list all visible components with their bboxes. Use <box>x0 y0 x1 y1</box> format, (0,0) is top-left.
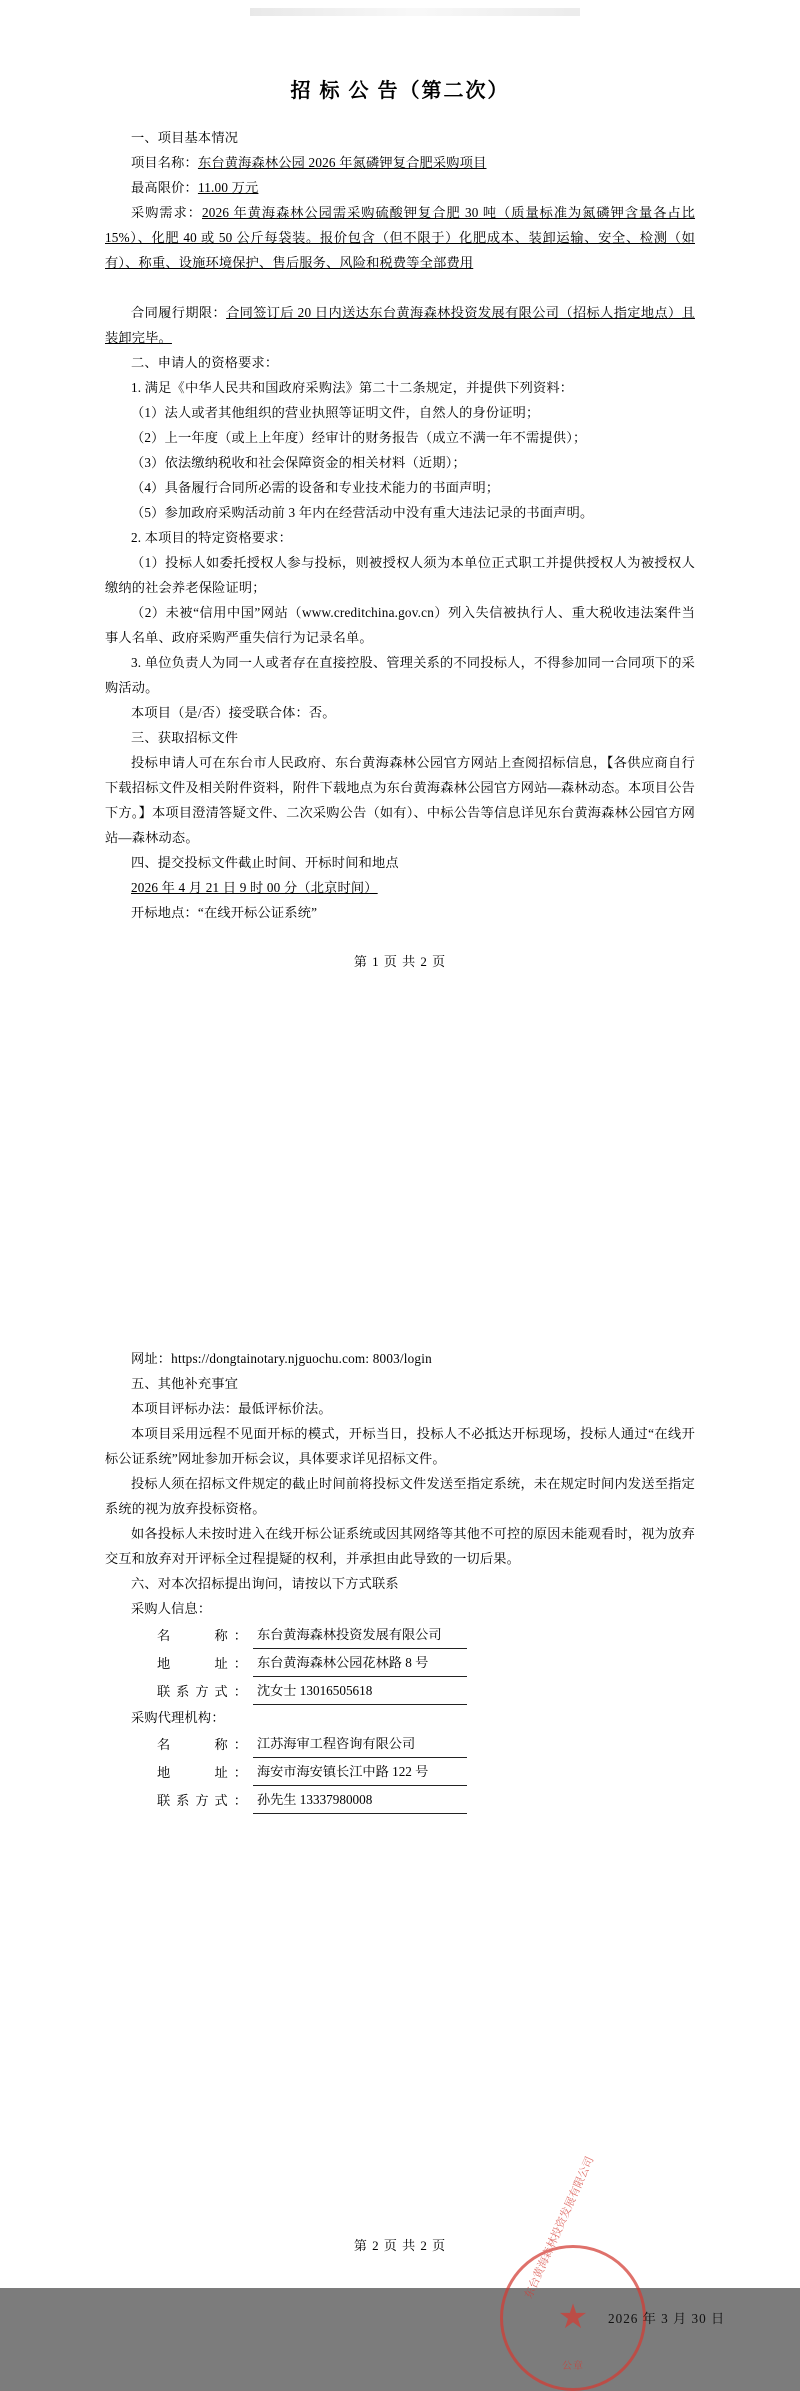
section-heading-2: 二、申请人的资格要求： <box>131 355 279 370</box>
star-icon: ★ <box>557 2299 589 2336</box>
purchaser-name-value: 东台黄海森林投资发展有限公司 <box>253 1621 467 1649</box>
qualification-3: 3. 单位负责人为同一人或者存在直接控股、管理关系的不同投标人，不得参加同一合同项下的采购活动。 <box>105 655 695 695</box>
section-heading-3: 三、获取招标文件 <box>131 730 239 745</box>
agency-heading: 采购代理机构： <box>131 1710 225 1725</box>
qualification-1-1: （1）法人或者其他组织的营业执照等证明文件，自然人的身份证明； <box>131 405 540 420</box>
consortium-note: 本项目（是/否）接受联合体：否。 <box>131 705 336 720</box>
seal-ring-text: 东台黄海森林投资发展有限公司 <box>522 2154 597 2301</box>
remote-opening-note: 本项目采用远程不见面开标的模式，开标当日，投标人不必抵达开标现场，投标人通过“在线开标公证系统”网址参加开标会议，具体要求详见招标文件。 <box>105 1426 695 1466</box>
contract-period-value: 合同签订后 20 日内送达东台黄海森林投资发展有限公司（招标人指定地点）且装卸完毕。 <box>105 305 695 345</box>
table-row <box>157 1786 467 1814</box>
qualification-1: 1. 满足《中华人民共和国政府采购法》第二十二条规定，并提供下列资料： <box>131 380 574 395</box>
table-row <box>157 1621 467 1649</box>
qualification-1-2: （2）上一年度（或上上年度）经审计的财务报告（成立不满一年不需提供）； <box>131 430 587 445</box>
project-name: 项目名称：东台黄海森林公园 2026 年氮磷钾复合肥采购项目 <box>131 155 487 170</box>
scan-artifact <box>250 8 580 16</box>
qualification-1-3: （3）依法缴纳税收和社会保障资金的相关材料（近期）； <box>131 455 466 470</box>
purchaser-heading: 采购人信息： <box>131 1601 212 1616</box>
table-row <box>157 1649 467 1677</box>
bid-opening-place: 开标地点：“在线开标公证系统” <box>131 905 318 920</box>
deadline-time <box>105 875 695 900</box>
waiver-note: 如各投标人未按时进入在线开标公证系统或因其网络等其他不可控的原因未能观看时，视为放弃交互和放弃对开评标全过程提疑的权利，并承担由此导致的一切后果。 <box>105 1526 695 1566</box>
get-documents-text: 投标申请人可在东台市人民政府、东台黄海森林公园官方网站上查阅招标信息，【各供应商自行下载招标文件及相关附件资料，附件下载地点为东台黄海森林公园官方网站—森林动态。本项目公告下方。】本项目澄清答疑文件、二次采购公告（如有）、中标公告等信息详见东台黄海森林公园官方网站—森林动态。 <box>105 755 695 845</box>
page-title: 招 标 公 告（第二次） <box>290 80 510 102</box>
deadline-time-value: 2026 年 4 月 21 日 9 时 00 分（北京时间） <box>131 880 378 895</box>
purchase-demand-value: 2026 年黄海森林公园需采购硫酸钾复合肥 30 吨（质量标准为氮磷钾含量各占比 15%）、化肥 40 或 50 公斤每袋装。报价包含（但不限于）化肥成本、装卸运输、安全、检测（如有）、称重、设施环境保护、售后服务、风险和税费等全部费用 <box>105 205 696 270</box>
purchaser-phone-label: 联系方式： <box>157 1683 253 1699</box>
purchaser-name-label: 名 称： <box>157 1627 253 1643</box>
section-heading-5: 五、其他补充事宜 <box>131 1376 239 1391</box>
section-heading-1: 一、项目基本情况 <box>131 130 239 145</box>
purchaser-address-label: 地 址： <box>157 1655 253 1671</box>
qualification-2-2: （2）未被“信用中国”网站（www.creditchina.gov.cn）列入失信被执行人、重大税收违法案件当事人名单、政府采购严重失信行为记录名单。 <box>105 605 695 645</box>
qualification-1-4: （4）具备履行合同所必需的设备和专业技术能力的书面声明； <box>131 480 500 495</box>
max-price: 最高限价：11.00 万元 <box>131 180 259 195</box>
agency-name-value: 江苏海审工程咨询有限公司 <box>253 1730 467 1758</box>
qualification-1-5: （5）参加政府采购活动前 3 年内在经营活动中没有重大违法记录的书面声明。 <box>131 505 594 520</box>
submission-note: 投标人须在招标文件规定的截止时间前将投标文件发送至指定系统，未在规定时间内发送至指定系统的视为放弃投标资格。 <box>105 1476 695 1516</box>
page-1-footer: 第 1 页 共 2 页 <box>353 954 447 969</box>
section-heading-6: 六、对本次招标提出询问，请按以下方式联系 <box>131 1576 399 1591</box>
agency-phone-label: 联系方式： <box>157 1792 253 1808</box>
purchase-demand: 采购需求：2026 年黄海森林公园需采购硫酸钾复合肥 30 吨（质量标准为氮磷钾含量各占比 15%）、化肥 40 或 50 公斤每袋装。报价包含（但不限于）化肥成本、装卸运输、安全、检测（如有）、称重、设施环境保护、售后服务、风险和税费等全部费用 <box>105 205 696 270</box>
system-url[interactable]: 网址：https://dongtainotary.njguochu.com: 8003/login <box>131 1351 432 1366</box>
project-name-value: 东台黄海森林公园 2026 年氮磷钾复合肥采购项目 <box>197 155 487 170</box>
contract-period: 合同履行期限：合同签订后 20 日内送达东台黄海森林投资发展有限公司（招标人指定地点）且装卸完毕。 <box>105 305 695 345</box>
table-row <box>157 1758 467 1786</box>
section-heading-4: 四、提交投标文件截止时间、开标时间和地点 <box>131 855 399 870</box>
purchaser-phone-value: 沈女士 13016505618 <box>253 1677 467 1705</box>
seal-bottom-text: 公章 <box>562 2361 584 2372</box>
table-row <box>157 1730 467 1758</box>
qualification-2-1: （1）投标人如委托授权人参与投标，则被授权人须为本单位正式职工并提供授权人为被授权人缴纳的社会养老保险证明； <box>105 555 695 595</box>
purchaser-address-value: 东台黄海森林公园花林路 8 号 <box>253 1649 467 1677</box>
agency-contact-table <box>157 1730 467 1814</box>
max-price-value: 11.00 万元 <box>197 180 259 195</box>
document-page-1 <box>0 26 800 1160</box>
top-strip <box>0 0 800 26</box>
agency-address-label: 地 址： <box>157 1764 253 1780</box>
evaluation-method: 本项目评标办法：最低评标价法。 <box>131 1401 332 1416</box>
table-row <box>157 1677 467 1705</box>
document-page-2 <box>0 1160 800 2372</box>
agency-name-label: 名 称： <box>157 1736 253 1752</box>
seal-date: 2026 年 3 月 30 日 <box>608 2311 726 2326</box>
page-2-body <box>105 1160 695 1814</box>
agency-address-value: 海安市海安镇长江中路 122 号 <box>253 1758 467 1786</box>
spacer <box>105 275 695 300</box>
purchaser-contact-table <box>157 1621 467 1705</box>
qualification-2: 2. 本项目的特定资格要求： <box>131 530 293 545</box>
agency-phone-value: 孙先生 13337980008 <box>253 1786 467 1814</box>
page-2-footer: 第 2 页 共 2 页 <box>353 2238 447 2253</box>
